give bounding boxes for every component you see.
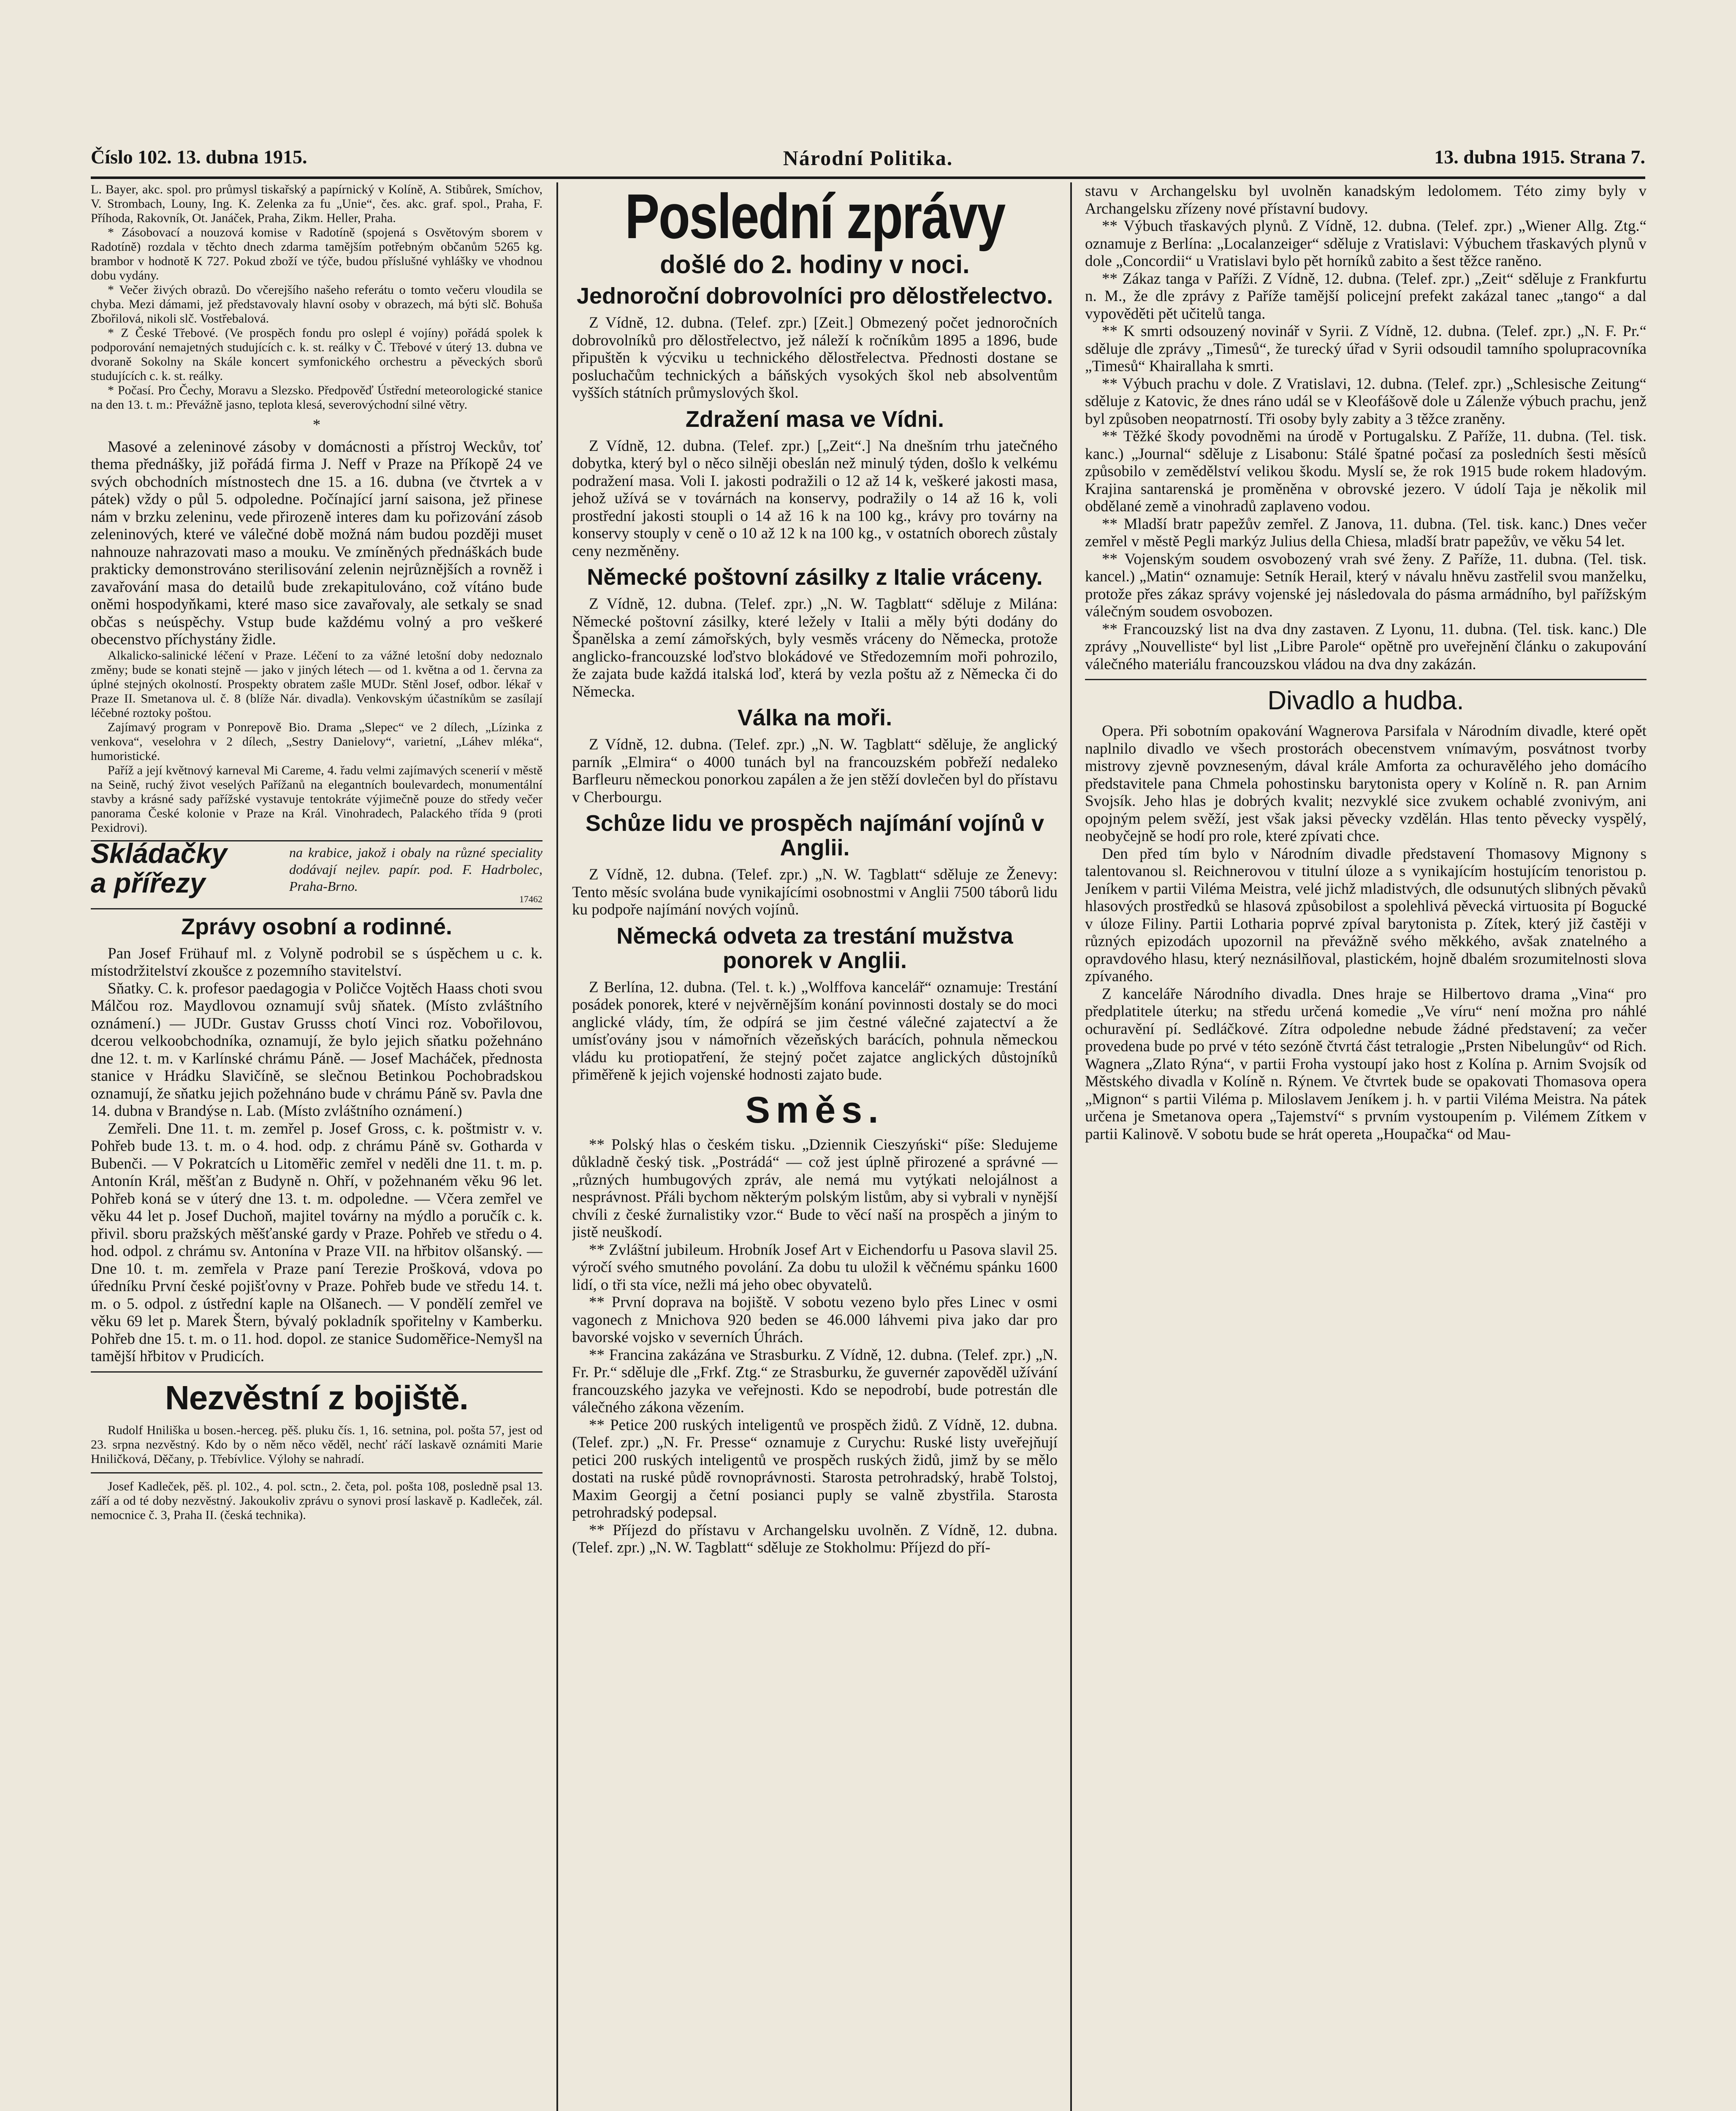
article-text: ** Polský hlas o českém tisku. „Dziennik Cieszyński“ píše: Sledujeme důkladně český tisk. „Postrádá“ — což jest úplně přirozené a správné — „různých humbugových zpráv, ale nemá mu vytýkati nelojálnost a nesprávnost. Přáli bychom některým polským listům, aby si vybrali v nynější chvíli z české žurnalistiky vzor.“ Bude to věcí naší na prospěch a jiným to jistě neuškodí. (572, 1136, 1058, 1241)
ad-number: 17462 (519, 894, 542, 904)
column-divider (1070, 182, 1072, 2111)
article-text: Alkalicko-salinické léčení v Praze. Léčení to za vážné letošní doby nedoznalo změny; bude se konati stejně — jako v jiných létech — od 1. května a od 1. června za úplné stejných okolností. Prospekty obratem zašle MUDr. Stěnl Josef, odbor. lékař v Praze II. Smetanova ul. č. 8 (blíže Nár. divadla). Venkovským účastníkům se zasílají léčebné roztoky poštou. (91, 648, 542, 720)
article-text: ** K smrti odsouzený novinář v Syrii. Z Vídně, 12. dubna. (Telef. zpr.) „N. F. Pr.“ sděluje dle zprávy „Timesů“, že turecký úřad v Syrii odsoudil tamního spolupracovníka „Timesů“ Khairallaha k smrti. (1085, 323, 1646, 375)
article-text: ** Výbuch třaskavých plynů. Z Vídně, 12. dubna. (Telef. zpr.) „Wiener Allg. Ztg.“ oznamuje z Berlína: „Localanzeiger“ sděluje z Vratislavi: Výbuchem třaskavých plynů v dole „Concordii“ u Vratislavi bylo pět horníků zabito a šest těžce raněno. (1085, 217, 1646, 270)
article-text: Pan Josef Frühauf ml. z Volyně podrobil se s úspěchem u c. k. místodržitelství zkoušce z pozemního stavitelství. (91, 944, 542, 980)
column-1 (91, 182, 542, 2111)
article-heading: Zdražení masa ve Vídni. (685, 406, 944, 432)
article-text: ** Francouzský list na dva dny zastaven. Z Lyonu, 11. dubna. (Tel. tisk. kanc.) Dle zprávy „Nouvelliste“ byl list „Libre Parole“ opětně pro uveřejnění článku o zakupování válečného materiálu francouzskou vládou na dva dny zakázán. (1085, 620, 1646, 673)
section-heading: Divadlo a hudba. (1267, 686, 1464, 715)
article-text: Sňatky. C. k. profesor paedagogia v Poličce Vojtěch Haass choti svou Málčou roz. Maydlovou oznamují svůj sňatek. (Místo zvláštního oznámení.) — JUDr. Gustav Grusss chotí Vinci roz. Vobořilovou, dcerou velkoobchodníka, oznamují, že bylo jejich sňatku požehnáno dne 12. t. m. v Karlínské chrámu Páně. — Josef Macháček, přednosta stanice v Hrádku Slavičíně, se slečnou Betinkou Pochobradskou oznamují, že sňatku jejich požehnáno bude v chrámu Páně sv. Pavla dne 14. dubna v Brandýse n. Lab. (Místo zvláštního oznámení.) (91, 980, 542, 1120)
article-text: ** Petice 200 ruských inteligentů ve prospěch židů. Z Vídně, 12. dubna. (Telef. zpr.) „N. Fr. Presse“ oznamuje z Curychu: Ruské listy uveřejňují petici 200 ruských inteligentů ve prospěch ruských židů, jimž by se mělo dostati na ruské půdě rovnoprávnosti. Starosta petrohradský, hrabě Tolstoj, Maxim Georgij a četní posianci puply se valně zbystřila. Starosta petrohradský podepsal. (572, 1416, 1058, 1521)
divider (1085, 679, 1646, 680)
article-text: Rudolf Hniliška u bosen.-herceg. pěš. pluku čís. 1, 16. setnina, pol. pošta 57, jest od 23. srpna nezvěstný. Kdo by o něm něco věděl, nechť ráčí laskavě oznámiti Marie Hniličková, Děčany, p. Třebívlice. Výlohy se nahradí. (91, 1423, 542, 1466)
article-heading: Jednoroční dobrovolníci pro dělostřelectvo. (576, 283, 1053, 309)
article-text: Z Vídně, 12. dubna. (Telef. zpr.) [„Zeit“.] Na dnešním trhu jatečného dobytka, který byl o něco silněji obeslán než minulý týden, došlo k velkému podražení masa. Voli I. jakosti podražili o 12 až 14 k, veškeré jakosti masa, jehož užívá se v továrnách na konservy, podražily o 14 až 16 k, voli prostřední jakosti stoupli o 14 až 16 k na 100 kg., krávy pro továrny na konservy stouply v ceně o 10 až 12 k na 100 kg., v ostatních oborech zůstaly ceny nezměněny. (572, 437, 1058, 560)
article-text: ** Francina zakázána ve Strasburku. Z Vídně, 12. dubna. (Telef. zpr.) „N. Fr. Pr.“ sděluje dle „Frkf. Ztg.“ ze Strasburku, že guvernér zapověděl užívání francouzského jazyka ve veřejnosti. Kdo se nepodrobí, bude potrestán dle válečného zákona vězením. (572, 1346, 1058, 1416)
main-subtitle: došlé do 2. hodiny v noci. (660, 250, 970, 279)
advertisement-box (91, 837, 542, 909)
article-text: * Z České Třebové. (Ve prospěch fondu pro oslepl é vojíny) pořádá spolek k podporování nemajetných studujících c. k. st. reálky v Č. Třebové v úterý 13. dubna ve dvoraně Sokolny na Skále koncert symfonického orchestru a pěveckých sborů studujících c. k. st. reálky. (91, 326, 542, 383)
article-text: ** První doprava na bojiště. V sobotu vezeno bylo přes Linec v osmi vagonech z Mnichova 920 beden se 46.000 láhvemi piva jako dar pro bavorské vojsko v severních Úhrách. (572, 1294, 1058, 1346)
article-text: Z kanceláře Národního divadla. Dnes hraje se Hilbertovo drama „Vina“ pro předplatitele úterku; na středu určená komedie „Ve víru“ není možna pro náhlé ochuravění pí. Sedláčkové. Zítra odpoledne nebude žádné představení; za večer provedena bude po prvé v této sezóně čtvrtá část tetralogie „Prsten Nibelungův“ od Rich. Wagnera „Zlato Rýna“, v partii Froha vystoupí jako host z Kolína p. Arnim Svojsík od Městského divadla v Kolíně n. Rýnem. Ve čtvrtek bude se opakovati Thomasova opera „Mignon“ s partii Viléma p. Miloslavem Jeníkem j. h. v partii Viléma Meistra. Na pátek určena je Smetanova opera „Tajemství“ s prvním vystoupením p. Vilémem Zítkem v partii Kalinově. V sobotu bude se hrát opereta „Houpačka“ od Mau- (1085, 985, 1646, 1143)
divider (91, 1472, 542, 1473)
page-header (91, 146, 1645, 175)
article-text: Z Vídně, 12. dubna. (Telef. zpr.) „N. W. Tagblatt“ sděluje ze Ženevy: Tento měsíc svolána bude vynikajícími osobnostmi v Anglii 7500 táborů lidu ku podpoře najímání nových vojínů. (572, 866, 1058, 918)
header-masthead: Národní Politika. (783, 146, 953, 170)
column-divider (556, 182, 558, 2111)
article-heading: Schůze lidu ve prospěch najímání vojínů v Anglii. (585, 811, 1044, 860)
article-text: Opera. Při sobotním opakování Wagnerova Parsifala v Národním divadle, které opět naplnilo divadlo ve všech prostorách obecenstvem vnímavým, posvátnost tvorby mistrovy zjevně povzneseným, dával krále Amforta za ochuravělého jeho domácího představitele pana Chmela pohostinsku barytonista opery v Kolíně n. R. pan Arnim Svojsík. Jeho hlas je dobrých kvalit; nezvyklé sice zvukem ochablé zvonivým, ani opojným pelem svěží, jest však jaksi pěvecky vzdělán. Hlas tento pěvecky vyspělý, neobyčejně se hodí pro role, které zpívati chce. (1085, 722, 1646, 845)
article-heading: Válka na moři. (737, 705, 892, 730)
article-text: Zajímavý program v Ponrepově Bio. Drama „Slepec“ ve 2 dílech, „Lízinka z venkova“, veselohra v 2 dílech, „Sestry Danielovy“, varietní, „Láhev mléka“, humoristické. (91, 720, 542, 763)
header-rule (91, 176, 1645, 179)
article-text: stavu v Archangelsku byl uvolněn kanadským ledolomem. Této zimy byly v Archangelsku zřízeny nové přístavní budovy. (1085, 182, 1646, 217)
divider (91, 1371, 542, 1373)
section-heading: Nezvěstní z bojiště. (165, 1378, 468, 1416)
article-text: Z Berlína, 12. dubna. (Tel. t. k.) „Wolffova kancelář“ oznamuje: Trestání posádek ponorek, které v nejvěrnějším konání povinnosti dostaly se do moci anglické vlády, tím, že odpírá se jim čestné válečné zajatectví a že umísťovány jsou v námořních vězeňských barácích, pohnula německou vládu ku protiopatření, že stejný počet zajatce anglických důstojníků přiměřeně k jejich vojenské hodnosti zajato bude. (572, 978, 1058, 1083)
article-text: ** Zákaz tanga v Paříži. Z Vídně, 12. dubna. (Telef. zpr.) „Zeit“ sděluje z Frankfurtu n. M., že dle zprávy z Paříže tamější policejní prefekt zakázal tanec „tango“ a dal vypověděti pět učitelů tanga. (1085, 270, 1646, 323)
ad-text: na krabice, jakož i obaly na různé speciality dodávají nejlev. papír. pod. F. Hadrbolec, Praha-Brno. (289, 844, 542, 894)
article-text: Z Vídně, 12. dubna. (Telef. zpr.) [Zeit.] Obmezený počet jednoročních dobrovolníků pro dělostřelectvo, jež náleží k ročníkům 1895 a 1896, bude připuštěn k výcviku u technického dělostřelectva. Přednosti dostane se posluchačům technických a báňských vysokých škol neb absolventům vyšších státních průmyslových škol. (572, 314, 1058, 402)
column-2 (572, 182, 1058, 2111)
header-date-page: 13. dubna 1915. Strana 7. (1434, 146, 1645, 168)
article-heading: Německé poštovní zásilky z Italie vráceny. (587, 564, 1043, 590)
article-text: ** Mladší bratr papežův zemřel. Z Janova, 11. dubna. (Tel. tisk. kanc.) Dnes večer zemřel v městě Pegli markýz Julius della Chiesa, mladší bratr papežův, ve věku 54 let. (1085, 515, 1646, 550)
article-text: Josef Kadleček, pěš. pl. 102., 4. pol. sctn., 2. četa, pol. pošta 108, posledně psal 13. září a od té doby nezvěstný. Jakoukoliv zprávu o synovi prosí laskavě p. Kadleček, zál. nemocnice č. 3, Praha II. (česká technika). (91, 1479, 542, 1522)
article-text: Den před tím bylo v Národním divadle představení Thomasovy Mignony s talentovanou sl. Reichnerovou v titulní úloze a s vynikajícím hostujícím tenoristou p. Jeníkem v partii Viléma Meistra, velé jichž mladistvých, dle odsunutých slibných pěvaků hlasových prostředků se hlasová způsobilost a spolehlivá pěvecká virtuosita pí Bogucké v úloze Filiny. Partii Lotharia poprvé zpíval barytonista p. Zítek, který již častěji v různých epizodách upozornil na převážně svého měkkého, avšak znatelného a opravdového hlasu, který neznásilňoval, plastickém, hojně dbalém srozumitelnosti slova zpívaného. (1085, 845, 1646, 985)
article-text: L. Bayer, akc. spol. pro průmysl tiskařský a papírnický v Kolíně, A. Stibůrek, Smíchov, V. Strombach, Louny, Ing. K. Zelenka za fu „Unie“, čes. akc. graf. spol., Praha, F. Příhoda, Rakovník, Ot. Janáček, Praha, Zikm. Heller, Praha. (91, 182, 542, 225)
article-text: * Zásobovací a nouzová komise v Radotíně (spojená s Osvětovým sborem v Radotíně) rozdala v těchto dnech zdarma tamějším potřebným občanům 5265 kg. brambor v hodnotě K 727. Pokud zboží ve týče, budou příslušné vyhlášky ve vhodnou dobu vydány. (91, 225, 542, 282)
article-text: Masové a zeleninové zásoby v domácnosti a přístroj Weckův, toť thema přednášky, již pořádá firma J. Neff v Praze na Příkopě 24 ve svých obchodních místnostech dne 15. a 16. dubna (ve čtvrtek a v pátek) vždy o půl 5. odpoledne. Počínající jarní saisona, jež přinese nám v brzku zeleninu, vede přirozeně interes dam ku pořizování zásob zeleninových, které ve válečné době možná nám budou později muset nahnouze nahrazovati maso a mouku. Ve zmíněných přednáškách bude prakticky demonstrováno sterilisování zelenin nejrůznějších a rovněž i zavařování masa do detailů bude zrekapitulováno, což vítáno bude oněmi hospodyňkami, které maso sice zavařovaly, ale setkaly se snad občas s neúspěchy. Vstup bude každému volný a pro veškeré obecenstvo příchystány židle. (91, 438, 542, 648)
separator: * (312, 416, 321, 434)
article-text: ** Výbuch prachu v dole. Z Vratislavi, 12. dubna. (Telef. zpr.) „Schlesische Zeitung“ sděluje z Katovic, že dnes ráno udál se v Kleofášově dole u Zálenže výbuch prachu, jenž byl způsoben neopatrností. Tři osoby byly zabity a 3 těžce zraněny. (1085, 375, 1646, 428)
article-text: ** Těžké škody povodněmi na úrodě v Portugalsku. Z Paříže, 11. dubna. (Tel. tisk. kanc.) „Journal“ sděluje z Lisabonu: Stálé špatné počasí za posledních šesti měsíců způsobilo v zemědělství velikou škodu. Myslí se, že rok 1915 bude rokem hladovým. Krajina santarenská je proměněna v obrovské jezero. V údolí Taja je několik mil obdělané země a vinohradů zaplaveno vodou. (1085, 428, 1646, 515)
article-text: ** Příjezd do přístavu v Archangelsku uvolněn. Z Vídně, 12. dubna. (Telef. zpr.) „N. W. Tagblatt“ sděluje ze Stokholmu: Příjezd do pří- (572, 1521, 1058, 1556)
ad-headline: a přířezy (91, 867, 206, 898)
main-title: Poslední zprávy (625, 182, 1005, 252)
article-text: ** Vojenským soudem osvobozený vrah své ženy. Z Paříže, 11. dubna. (Tel. tisk. kancel.) „Matin“ oznamuje: Setník Herail, který v návalu hněvu zastřelil svou manželku, protože přes zákaz správy vojenské jej následovala do pásma armádního, byl pařížským válečným soudem osvobozen. (1085, 550, 1646, 620)
article-text: * Večer živých obrazů. Do včerejšího našeho referátu o tomto večeru vloudila se chyba. Mezi dámami, jež představovaly hlavní osoby v obrazech, má býti slč. Bohuša Zbořilová, nikoli slč. Vostřebalová. (91, 283, 542, 326)
article-text: Z Vídně, 12. dubna. (Telef. zpr.) „N. W. Tagblatt“ sděluje, že anglický parník „Elmira“ o 4000 tunách byl na francouzském pobřeží nedaleko Barfleuru německou ponorkou zapálen a že jen stěží dovlečen byl do přístavu v Cherbourgu. (572, 736, 1058, 806)
ad-headline: Skládačky (91, 837, 227, 869)
article-text: Paříž a její květnový karneval Mi Careme, 4. řadu velmi zajímavých scenerií v městě na Seině, ruchý život veselých Pařížanů na elegantních boulevardech, monumentální stavby a krásné sady pařížské vystavuje tentokráte výjimečně pouze do středy večer panorama České kolonie v Praze na Král. Vinohradech, Palackého třída 9 (proti Pexidrovi). (91, 763, 542, 835)
article-text: * Počasí. Pro Čechy, Moravu a Slezsko. Předpověď Ústřední meteorologické stanice na den 13. t. m.: Převážně jasno, teplota klesá, severovýchodní silné větry. (91, 383, 542, 412)
article-heading: Německá odveta za trestání mužstva ponorek v Anglii. (616, 923, 1013, 973)
article-text: ** Zvláštní jubileum. Hrobník Josef Art v Eichendorfu u Pasova slavil 25. výročí svého smutného povolání. Za dobu tu uložil k věčnému spánku 1600 lidí, o tři sta více, nežli má jeho obec obyvatelů. (572, 1241, 1058, 1294)
article-text: Z Vídně, 12. dubna. (Telef. zpr.) „N. W. Tagblatt“ sděluje z Milána: Německé poštovní zásilky, které ležely v Italii a měly býti dodány do Španělska a zemí zámořských, byly vesměs vráceny do Německa, protože anglicko-francouzské loďstvo blokádové ve Středozemním moři pohrozilo, že zajata bude každá italská loď, která by vezla poštu až z Německa či do Německa. (572, 595, 1058, 700)
article-text: Zemřeli. Dne 11. t. m. zemřel p. Josef Gross, c. k. poštmistr v. v. Pohřeb bude 13. t. m. o 4. hod. odp. z chrámu Páně sv. Gotharda v Bubenči. — V Pokratcích u Litoměřic zemřel v neděli dne 11. t. m. p. Antonín Král, měšťan z Budyně n. Ohří, v požehnaném věku 96 let. Pohřeb koná se v úterý dne 13. t. m. odpoledne. — Včera zemřel ve věku 44 let p. Josef Duchoň, majitel továrny na mýdlo a poručík c. k. přivil. sboru pražských měšťanské gardy v Praze. Pohřeb ve středu o 4. hod. odpol. z chrámu sv. Antonína v Praze VII. na hřbitov olšanský. — Dne 10. t. m. zemřela v Praze paní Terezie Prošková, vdova po úředníku První české pojišťovny v Praze. Pohřeb bude ve středu 14. t. m. o 5. odpol. z ústřední kaple na Olšanech. — V pondělí zemřel ve věku 69 let p. Marek Štern, bývalý pokladník spořitelny v Kamberku. Pohřeb dne 15. t. m. o 11. hod. dopol. ze stanice Sudoměřice-Nemyšl na tamější hřbitov v Prudicích. (91, 1120, 542, 1365)
section-heading: Směs. (745, 1088, 884, 1131)
column-3 (1085, 182, 1646, 2111)
section-heading: Zprávy osobní a rodinné. (181, 914, 453, 939)
header-issue: Číslo 102. 13. dubna 1915. (91, 146, 307, 168)
